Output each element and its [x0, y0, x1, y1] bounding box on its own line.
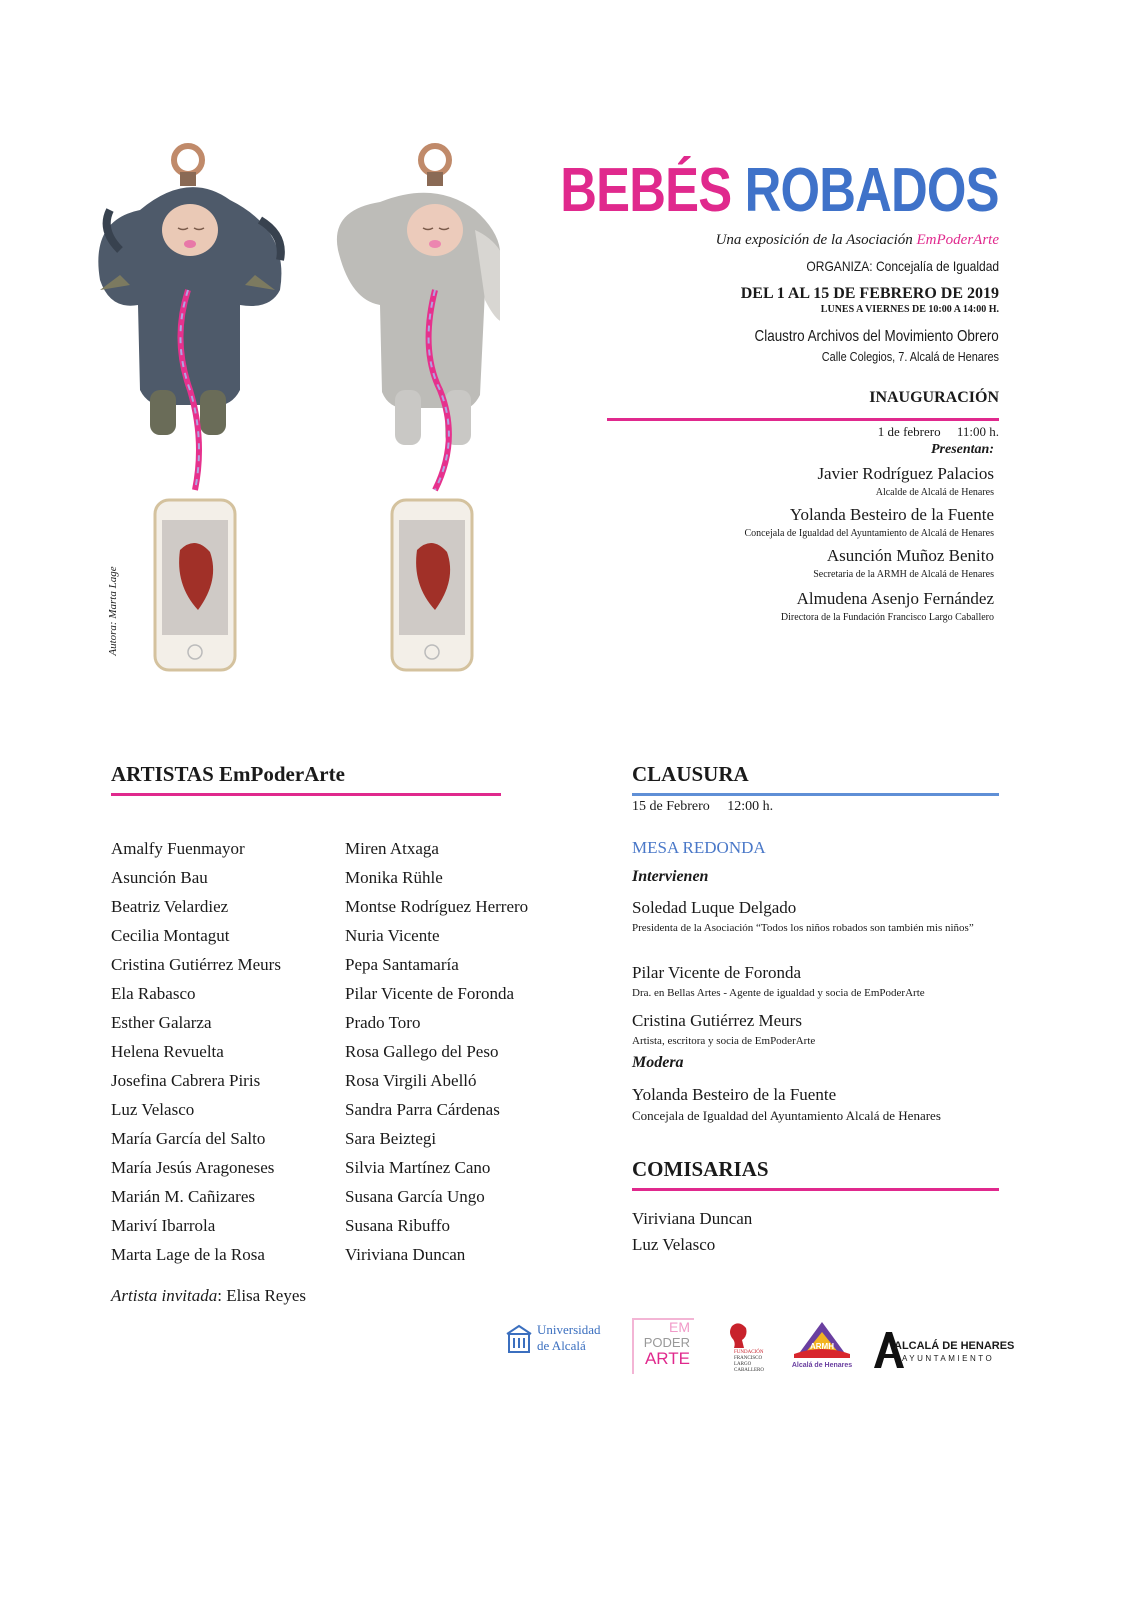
- moderator-entry: [632, 1083, 1012, 1125]
- speaker-name: Pilar Vicente de Foronda: [632, 963, 802, 982]
- ayuntamiento-alcala-logo: [872, 1330, 1015, 1370]
- uah-text-1: Universidad: [537, 1322, 601, 1337]
- clausura-rule: [632, 793, 999, 796]
- speaker-name: Asunción Muñoz Benito: [826, 546, 994, 565]
- comisaria-name: Luz Velasco: [632, 1235, 716, 1254]
- artist-name: Josefina Cabrera Piris: [111, 1071, 261, 1090]
- empoderarte-logo: [632, 1318, 694, 1374]
- speaker-name: Cristina Gutiérrez Meurs: [632, 1011, 802, 1030]
- artist-name: Susana Ribuffo: [345, 1216, 450, 1235]
- artist-name: Susana García Ungo: [345, 1187, 485, 1206]
- artist-name: Pepa Santamaría: [345, 955, 459, 974]
- comisaria-name: Viriviana Duncan: [632, 1209, 753, 1228]
- title-word-2: ROBADOS: [744, 156, 999, 225]
- artist-name: Luz Velasco: [111, 1100, 195, 1119]
- portrait-icon: [724, 1322, 754, 1350]
- speaker-entry: [632, 961, 1002, 1009]
- inauguracion-heading: INAUGURACIÓN: [869, 389, 999, 406]
- moderator-role: Concejala de Igualdad del Ayuntamiento Alcalá de Henares: [632, 1108, 941, 1123]
- speaker-role: Alcalde de Alcalá de Henares: [875, 487, 994, 498]
- artist-name: Helena Revuelta: [111, 1042, 224, 1061]
- speaker-role: Dra. en Bellas Artes - Agente de igualdad y socia de EmPoderArte: [632, 987, 925, 999]
- intervienen-label: Intervienen: [632, 868, 709, 885]
- clausura-speakers: [632, 896, 1002, 1053]
- artist-name: Beatriz Velardiez: [111, 897, 229, 916]
- artistas-heading: ARTISTAS EmPoderArte: [111, 762, 345, 786]
- flc-text-3: LARGO: [734, 1362, 752, 1367]
- speaker-entry: [574, 464, 994, 505]
- flc-text-4: CABALLERO: [734, 1368, 764, 1373]
- artist-list-col1: [111, 834, 281, 1269]
- modera-label: Modera: [632, 1054, 684, 1071]
- artist-name: Prado Toro: [345, 1013, 421, 1032]
- presentan-label: Presentan:: [931, 442, 994, 457]
- university-crest-icon: [505, 1324, 533, 1356]
- comisarias-list: [632, 1206, 752, 1258]
- artist-name: Amalfy Fuenmayor: [111, 839, 245, 858]
- ayto-text-1: ALCALÁ DE HENARES: [894, 1340, 1015, 1352]
- comisarias-rule: [632, 1188, 999, 1191]
- speaker-name: Javier Rodríguez Palacios: [817, 464, 994, 483]
- speaker-role: Directora de la Fundación Francisco Largo Caballero: [780, 612, 994, 623]
- artist-name: Silvia Martínez Cano: [345, 1158, 491, 1177]
- artist-name: Cecilia Montagut: [111, 926, 230, 945]
- speaker-entry: [574, 589, 994, 630]
- artistas-rule: [111, 793, 501, 796]
- armh-logo: [790, 1318, 854, 1378]
- inauguracion-date: 1 de febrero: [877, 424, 941, 439]
- speaker-name: Soledad Luque Delgado: [632, 898, 797, 917]
- flc-text-1: FUNDACIÓN: [734, 1350, 764, 1355]
- artist-name: Marta Lage de la Rosa: [111, 1245, 265, 1264]
- artist-name: Nuria Vicente: [345, 926, 440, 945]
- subtitle-org: EmPoderArte: [916, 232, 999, 248]
- fundacion-largo-caballero-logo: [720, 1322, 770, 1377]
- artist-name: Miren Atxaga: [345, 839, 439, 858]
- exhibition-dates: DEL 1 AL 15 DE FEBRERO DE 2019: [740, 285, 999, 302]
- venue-name: Claustro Archivos del Movimiento Obrero: [754, 328, 999, 345]
- emp-text-2: PODER: [643, 1335, 690, 1350]
- ayto-text-2: AYUNTAMIENTO: [902, 1354, 995, 1363]
- artist-name: Marián M. Cañizares: [111, 1187, 255, 1206]
- artist-name: María García del Salto: [111, 1129, 266, 1148]
- clausura-time: 12:00 h.: [727, 799, 774, 814]
- clausura-heading: CLAUSURA: [632, 762, 749, 786]
- speaker-entry: [574, 505, 994, 546]
- invited-artist: [111, 1286, 306, 1306]
- emp-text-3: ARTE: [644, 1349, 690, 1368]
- artwork-illustration: [80, 140, 500, 685]
- inauguracion-rule: [607, 418, 999, 421]
- speaker-role: Secretaria de la ARMH de Alcalá de Henares: [813, 569, 994, 580]
- exhibition-title: [560, 156, 999, 225]
- title-word-1: BEBÉS: [560, 156, 732, 225]
- artist-name: Ela Rabasco: [111, 984, 196, 1003]
- clausura-datetime: [632, 799, 773, 815]
- flc-text-2: FRANCISCO: [734, 1356, 763, 1361]
- artist-name: Sandra Parra Cárdenas: [345, 1100, 500, 1119]
- speaker-name: Almudena Asenjo Fernández: [796, 589, 994, 608]
- comisarias-heading: COMISARIAS: [632, 1157, 769, 1181]
- armh-text-2: Alcalá de Henares: [791, 1362, 853, 1369]
- speaker-name: Yolanda Besteiro de la Fuente: [789, 505, 994, 524]
- uah-text-2: de Alcalá: [537, 1338, 586, 1353]
- artist-name: Asunción Bau: [111, 868, 208, 887]
- venue-address: Calle Colegios, 7. Alcalá de Henares: [821, 349, 999, 364]
- speaker-role: Presidenta de la Asociación “Todos los niños robados son también mis niños”: [632, 922, 974, 934]
- artist-name: Esther Galarza: [111, 1013, 212, 1032]
- invited-artist-name: : Elisa Reyes: [217, 1286, 307, 1305]
- inauguracion-time: 11:00 h.: [956, 424, 999, 439]
- artist-name: Viriviana Duncan: [345, 1245, 466, 1264]
- subtitle: [716, 232, 999, 249]
- speaker-entry: [632, 896, 1002, 961]
- artist-name: Rosa Virgili Abelló: [345, 1071, 477, 1090]
- armh-text-1: ARMH: [810, 1342, 834, 1351]
- armh-emblem-icon: [790, 1318, 854, 1362]
- inauguracion-datetime: [878, 424, 999, 440]
- artist-name: Monika Rühle: [345, 868, 443, 887]
- universidad-alcala-logo: [505, 1322, 615, 1362]
- exhibition-hours: LUNES A VIERNES DE 10:00 A 14:00 H.: [820, 304, 999, 315]
- flc-text: [734, 1350, 764, 1374]
- mesa-redonda-label: MESA REDONDA: [632, 838, 766, 857]
- artist-list-col2: [345, 834, 528, 1269]
- photo-credit: Autora: Marta Lage: [107, 566, 119, 656]
- moderator-name: Yolanda Besteiro de la Fuente: [632, 1085, 837, 1104]
- clausura-date: 15 de Febrero: [632, 799, 710, 814]
- emp-text-1: EM: [669, 1319, 690, 1335]
- speaker-role: Concejala de Igualdad del Ayuntamiento de Alcalá de Henares: [744, 528, 994, 539]
- artwork-photo: [80, 140, 500, 685]
- artist-name: Pilar Vicente de Foronda: [345, 984, 515, 1003]
- artist-name: Montse Rodríguez Herrero: [345, 897, 529, 916]
- artist-name: Sara Beiztegi: [345, 1129, 437, 1148]
- subtitle-prefix: Una exposición de la Asociación: [715, 232, 913, 248]
- speaker-entry: [574, 546, 994, 589]
- artist-name: María Jesús Aragoneses: [111, 1158, 275, 1177]
- speaker-role: Artista, escritora y socia de EmPoderArte: [632, 1035, 816, 1047]
- organiza-line: ORGANIZA: Concejalía de Igualdad: [806, 258, 999, 274]
- artist-name: Mariví Ibarrola: [111, 1216, 216, 1235]
- artist-name: Rosa Gallego del Peso: [345, 1042, 499, 1061]
- artist-name: Cristina Gutiérrez Meurs: [111, 955, 281, 974]
- speaker-entry: [632, 1009, 1002, 1053]
- invited-artist-label: Artista invitada: [111, 1286, 218, 1305]
- inauguracion-speakers: [574, 464, 994, 630]
